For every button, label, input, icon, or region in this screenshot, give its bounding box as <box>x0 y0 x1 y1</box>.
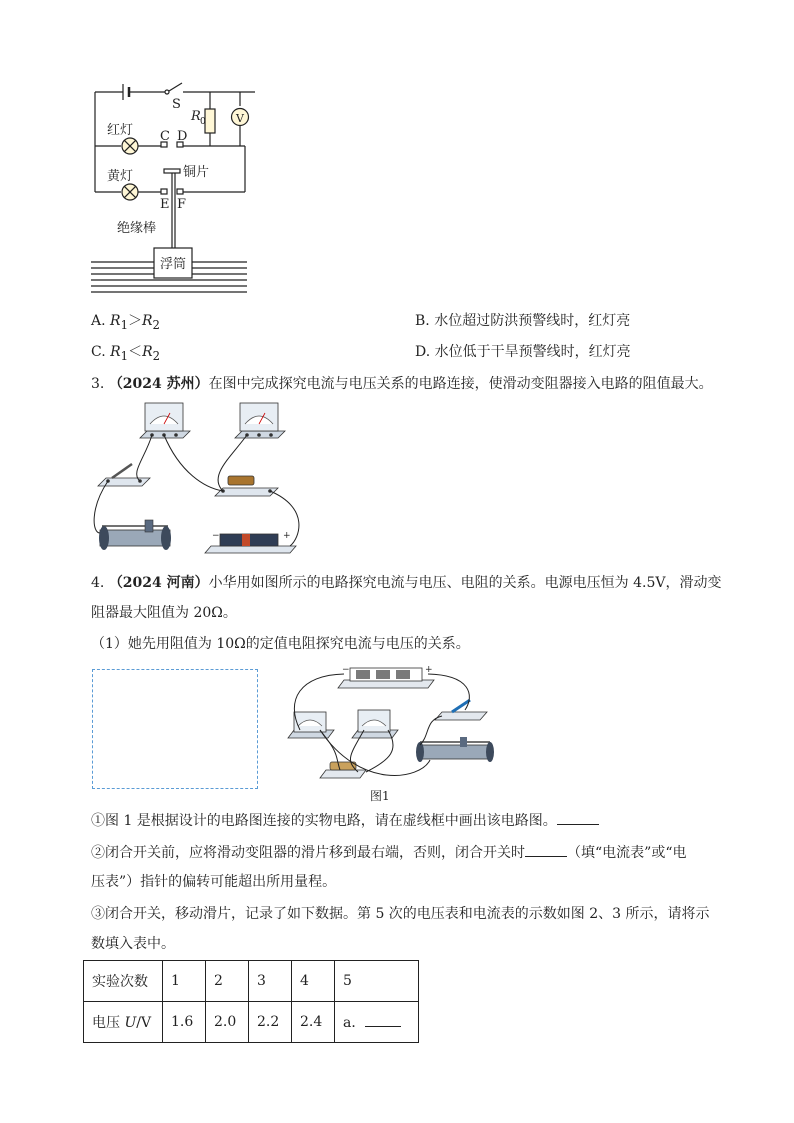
answer-a-label: a． <box>343 1015 366 1031</box>
q4-item1-text: ①图 1 是根据设计的电路图连接的实物电路，请在虚线框中画出该电路图。 <box>91 813 557 829</box>
svg-text:+: + <box>283 531 291 541</box>
table-cell: 2.4 <box>292 1002 335 1043</box>
switch-label: S <box>172 97 181 112</box>
contact-f-label: F <box>177 197 187 212</box>
option-c-prefix: C. <box>91 344 111 360</box>
resistor-label: R <box>191 109 201 124</box>
table-cell: 2.0 <box>206 1002 249 1043</box>
rheostat-device <box>99 520 171 550</box>
table-header-cell: 3 <box>249 961 292 1002</box>
contact-e <box>161 189 167 194</box>
resistor-r0 <box>205 109 215 133</box>
voltage-symbol: U <box>124 1015 137 1031</box>
question-4-line1 <box>91 573 721 593</box>
copper-label: 铜片 <box>183 165 210 180</box>
rod-label: 绝缘棒 <box>117 221 157 236</box>
table-cell: 2.2 <box>249 1002 292 1043</box>
option-d: D. 水位低于干旱预警线时，红灯亮 <box>415 344 631 360</box>
float-label: 浮筒 <box>160 257 187 272</box>
option-c-r2: R <box>142 344 153 360</box>
figure-1-caption: 图1 <box>370 789 390 803</box>
option-b: B. 水位超过防洪预警线时，红灯亮 <box>415 313 631 329</box>
q4-item1-answer-blank[interactable] <box>557 810 599 825</box>
voltmeter-device <box>235 403 285 438</box>
switch-device <box>98 464 150 486</box>
option-a <box>91 311 160 335</box>
table-header-cell: 5 <box>335 961 419 1002</box>
table-header-cell: 4 <box>292 961 335 1002</box>
resistor-subscript: 0 <box>200 117 206 127</box>
figure1-battery <box>338 665 434 688</box>
option-c <box>91 342 160 366</box>
answer-a-blank[interactable] <box>365 1012 401 1027</box>
option-a-symbol: ＞ <box>127 313 142 329</box>
figure-1-apparatus <box>280 660 505 785</box>
voltage-label: 电压 <box>92 1015 125 1031</box>
q4-item1 <box>91 810 599 831</box>
q4-item2-text-b: （填“电流表”或“电 <box>567 845 687 861</box>
q4-item3: ③闭合开关，移动滑片，记录了如下数据。第 5 次的电压表和电流表的示数如图 2、3 所示，请将示 <box>91 906 710 922</box>
contact-f <box>177 189 183 194</box>
q3-number: 3. <box>91 376 109 392</box>
table-row-label <box>84 1002 163 1043</box>
red-lamp-label: 红灯 <box>107 123 134 138</box>
q4-item2-line2: 压表”）指针的偏转可能超出所用量程。 <box>91 874 337 890</box>
figure1-switch <box>435 700 487 720</box>
switch-pivot <box>165 90 169 94</box>
circuit-diagram-answer-box[interactable] <box>92 669 258 789</box>
q4-number: 4. <box>91 575 109 591</box>
option-a-sub1: 1 <box>120 317 128 332</box>
option-a-r1: R <box>110 313 121 329</box>
yellow-lamp-label: 黄灯 <box>107 169 134 184</box>
contact-c-label: C <box>160 129 170 144</box>
copper-piece <box>164 169 180 173</box>
table-header-cell: 1 <box>163 961 206 1002</box>
option-c-r1: R <box>110 344 121 360</box>
question-4-sub1: （1）她先用阻值为 10Ω的定值电阻探究电流与电压的关系。 <box>91 636 470 652</box>
fixed-resistor-device <box>215 476 278 496</box>
q4-item2 <box>91 842 686 863</box>
table-header-cell: 2 <box>206 961 249 1002</box>
contact-d-label: D <box>177 129 188 144</box>
q4-item2-text-a: ②闭合开关前，应将滑动变阻器的滑片移到最右端，否则，闭合开关时 <box>91 845 525 861</box>
option-c-sub2: 2 <box>152 348 161 363</box>
option-c-symbol: ＜ <box>128 344 143 360</box>
voltage-unit: /V <box>136 1015 152 1031</box>
table-row <box>84 1002 419 1043</box>
switch-lever <box>169 83 182 91</box>
voltmeter-label: V <box>236 112 244 125</box>
q3-text: 在图中完成探究电流与电压关系的电路连接，使滑动变阻器接入电路的阻值最大。 <box>208 376 713 392</box>
option-a-sub2: 2 <box>152 317 160 332</box>
table-cell-answer[interactable] <box>335 1002 419 1043</box>
option-a-r2: R <box>141 313 153 329</box>
q3-source: （2024 苏州） <box>108 376 209 392</box>
svg-text:−: − <box>212 531 220 541</box>
q3-apparatus-figure <box>90 398 305 563</box>
figure1-resistor <box>320 762 366 778</box>
table-header-cell: 实验次数 <box>84 961 163 1002</box>
q4-item2-answer-blank[interactable] <box>525 842 567 857</box>
table-cell: 1.6 <box>163 1002 206 1043</box>
q4-item3-line2: 数填入表中。 <box>91 936 175 952</box>
battery-device <box>205 531 296 553</box>
ammeter-device <box>140 403 190 438</box>
water-level-circuit-figure <box>85 78 255 304</box>
q4-source: （2024 河南） <box>108 575 209 591</box>
svg-text:−: − <box>342 665 350 675</box>
figure1-rheostat <box>416 737 494 762</box>
table-row <box>84 961 419 1002</box>
data-table <box>83 960 419 1043</box>
contact-e-label: E <box>160 197 170 212</box>
svg-text:+: + <box>425 665 433 675</box>
question-3 <box>91 374 713 394</box>
figure1-voltmeter <box>352 710 398 738</box>
question-4-line2: 阻器最大阻值为 20Ω。 <box>91 605 237 621</box>
option-a-prefix: A. <box>91 313 111 329</box>
option-c-sub1: 1 <box>120 348 129 363</box>
q4-text-line1: 小华用如图所示的电路探究电流与电压、电阻的关系。电源电压恒为 4.5V，滑动变 <box>208 575 722 591</box>
